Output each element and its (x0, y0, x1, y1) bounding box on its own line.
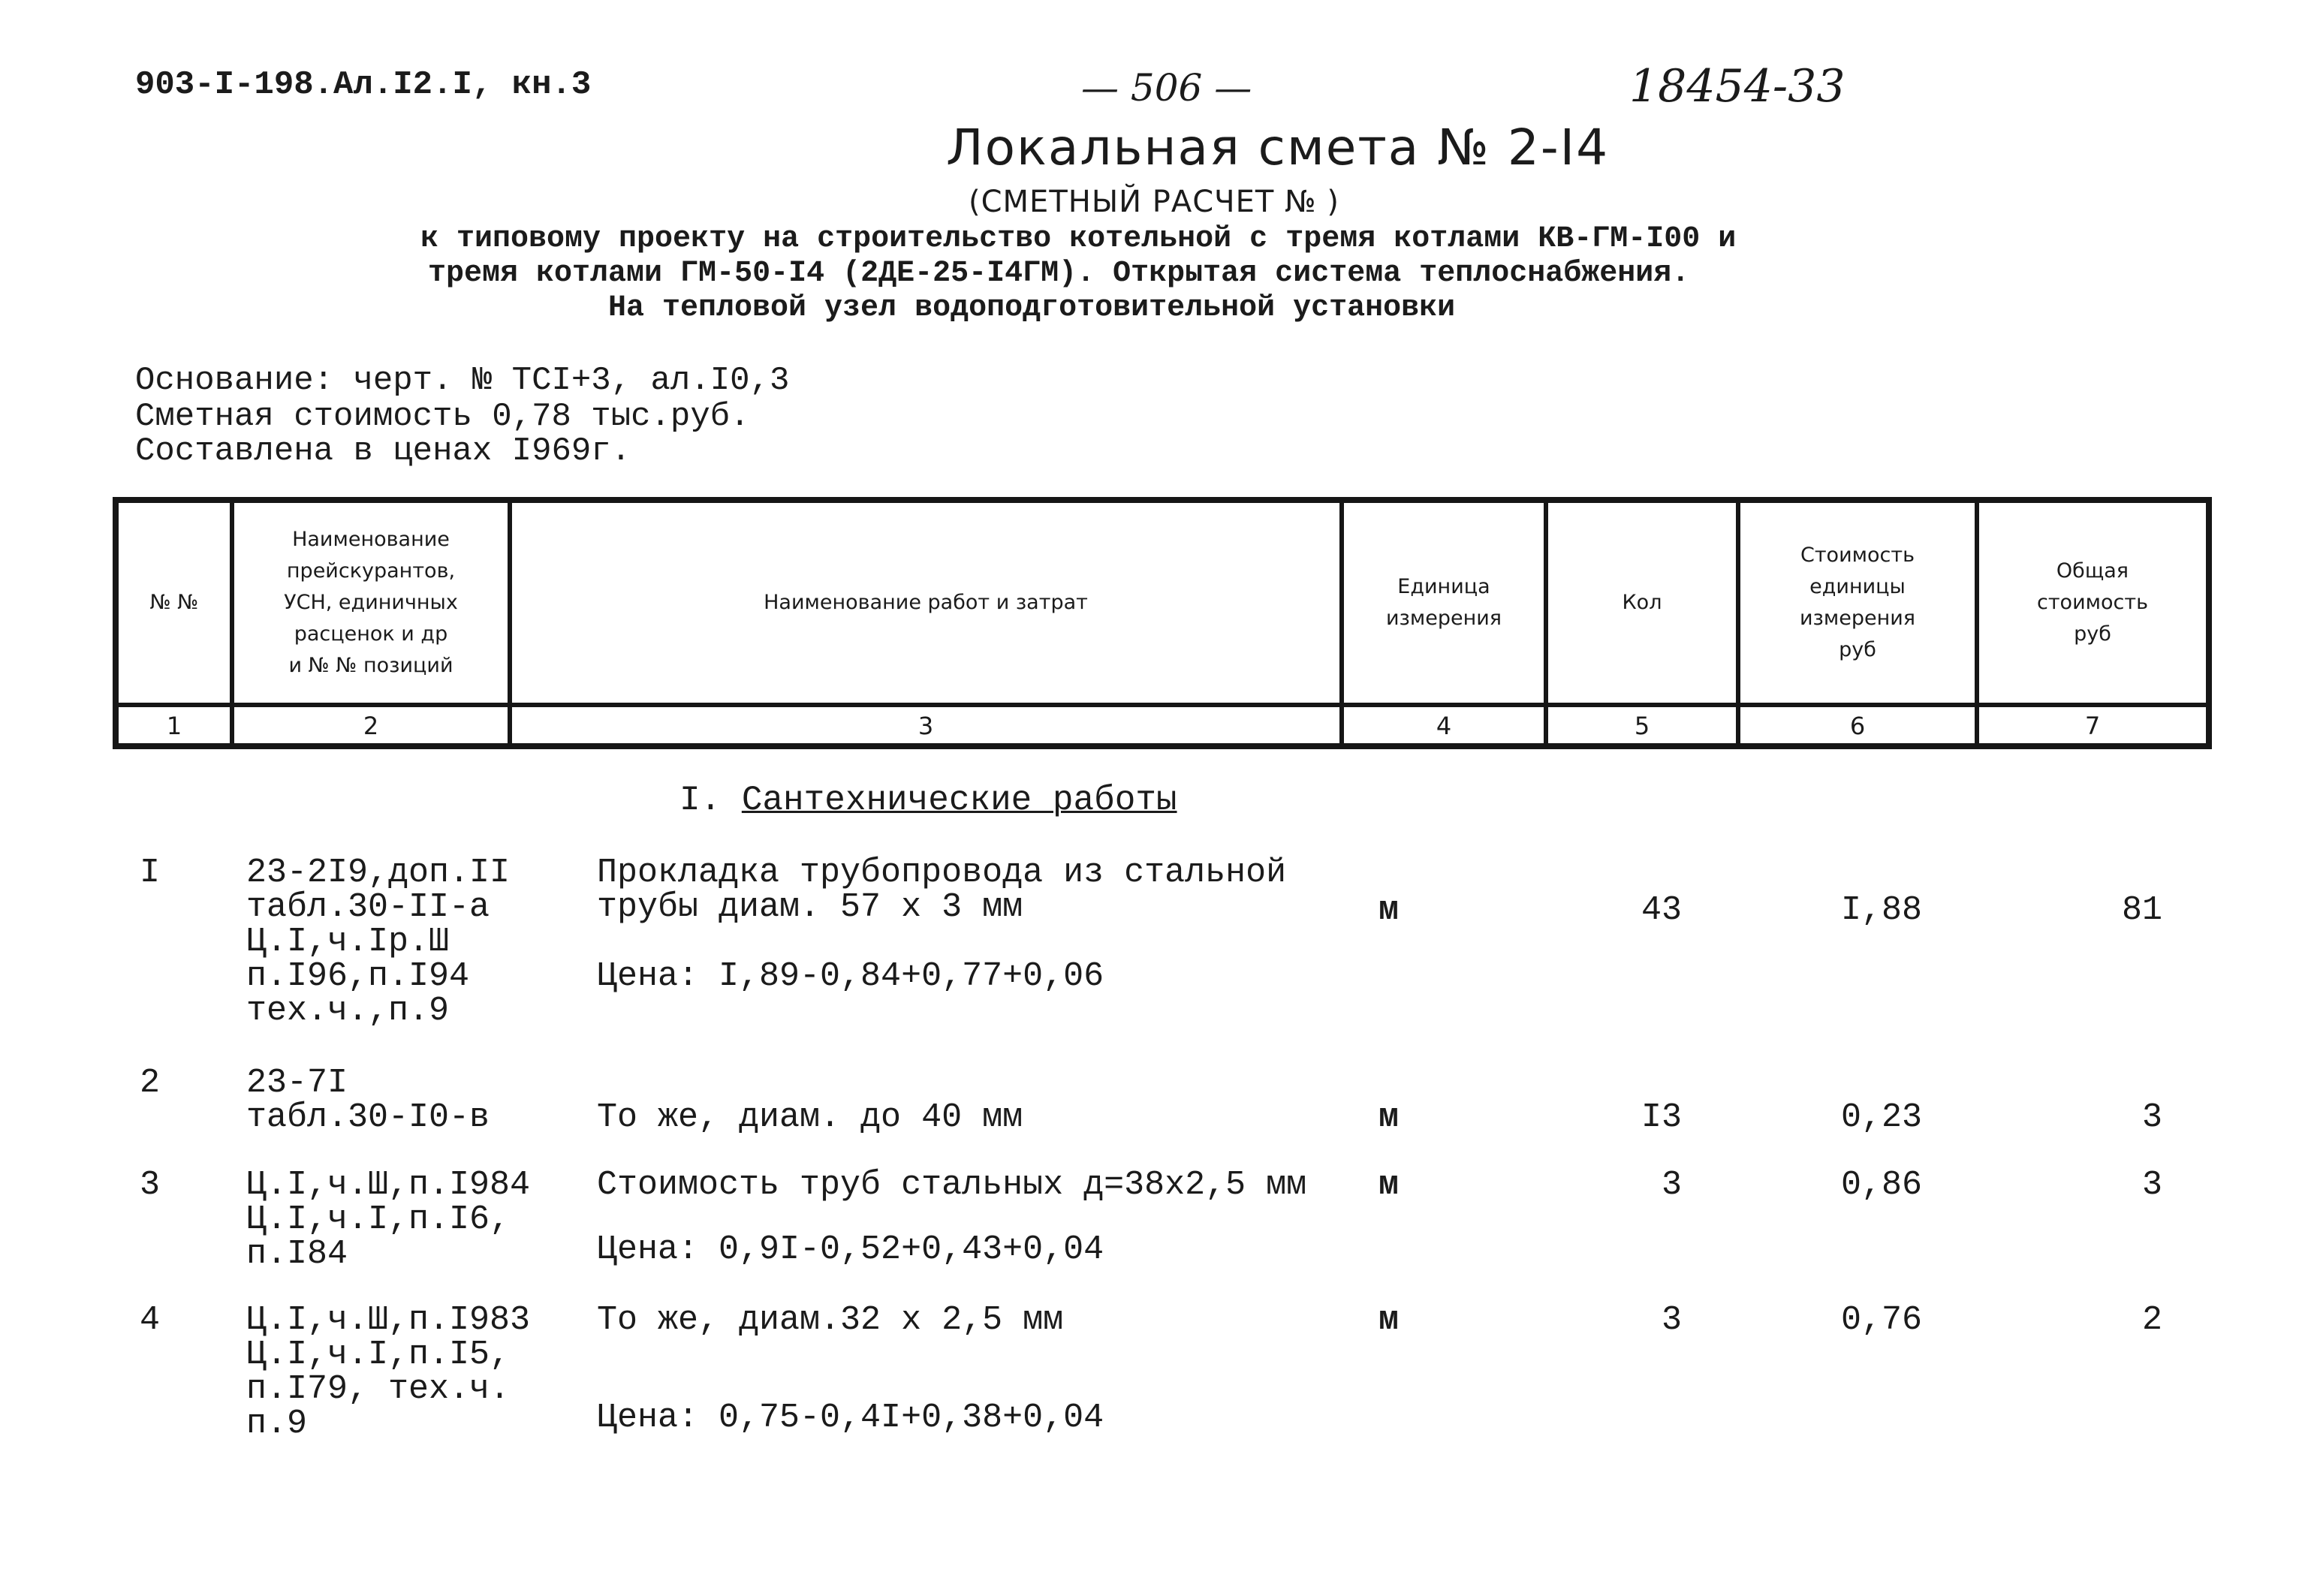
page-title: Локальная смета № 2-I4 (946, 119, 1610, 176)
row-unit-cost: 0,86 (1840, 1166, 1922, 1204)
row-work-name: То же, диам.32 х 2,5 мм (597, 1301, 1064, 1339)
description-line-2: тремя котлами ГМ-50-I4 (2ДЕ-25-I4ГМ). Открытая система теплоснабжения. (428, 257, 1690, 291)
sheet-number: 18454-33 (1629, 60, 1846, 113)
row-work-name: То же, диам. до 40 мм (597, 1098, 1023, 1137)
row-unit-cost: I,88 (1840, 891, 1922, 929)
row-total-cost: 3 (2141, 1166, 2162, 1204)
document-code: 903-I-198.Ал.I2.I, кн.3 (135, 66, 592, 104)
row-total-cost: 2 (2141, 1301, 2162, 1339)
row-number: 2 (140, 1064, 161, 1102)
row-reference: Ц.I,ч.Ш,п.I983 Ц.I,ч.I,п.I5, п.I79, тех.ч. п.9 (246, 1301, 531, 1443)
row-unit: м (1378, 1301, 1400, 1339)
row-unit: м (1378, 1166, 1400, 1204)
row-reference: 23-7I табл.30-I0-в (246, 1064, 490, 1137)
basis-price-year: Составлена в ценах I969г. (135, 432, 631, 470)
basis-drawing: Основание: черт. № ТСI+3, ал.I0,3 (135, 362, 790, 399)
column-number: 6 (1849, 712, 1866, 740)
row-work-name: Прокладка трубопровода из стальной трубы диам. 57 х 3 мм (597, 854, 1287, 926)
row-quantity: 3 (1661, 1301, 1682, 1339)
row-quantity: 3 (1661, 1166, 1682, 1204)
section-number: I. (679, 781, 722, 820)
column-number: 7 (2084, 712, 2101, 740)
column-number: 5 (1634, 712, 1650, 740)
row-unit: м (1378, 891, 1400, 929)
row-number: I (140, 854, 161, 892)
row-total-cost: 81 (2121, 891, 2162, 929)
column-number: 3 (917, 712, 934, 740)
basis-estimated-cost: Сметная стоимость 0,78 тыс.руб. (135, 398, 750, 435)
row-number: 4 (140, 1301, 161, 1339)
row-work-name: Стоимость труб стальных д=38х2,5 мм (597, 1166, 1307, 1204)
section-heading (679, 781, 1177, 820)
header-price-list-ref: Наименование прейскурантов, УСН, единичных расценок и др и № № позиций (284, 528, 458, 677)
header-quantity: Кол (1622, 591, 1662, 615)
section-name: Сантехнические работы (741, 781, 1177, 820)
header-total-cost: Общая стоимость руб (2036, 559, 2148, 646)
row-total-cost: 3 (2141, 1098, 2162, 1137)
row-price-note: Цена: I,89-0,84+0,77+0,06 (597, 957, 1104, 995)
page-subtitle: (СМЕТНЫЙ РАСЧЕТ № ) (969, 185, 1339, 219)
row-quantity: I3 (1641, 1098, 1682, 1137)
row-number: 3 (140, 1166, 161, 1204)
header-number: № № (149, 591, 199, 615)
column-number: 2 (363, 712, 379, 740)
row-price-note: Цена: 0,75-0,4I+0,38+0,04 (597, 1399, 1104, 1437)
row-unit: м (1378, 1098, 1400, 1137)
row-price-note: Цена: 0,9I-0,52+0,43+0,04 (597, 1230, 1104, 1269)
column-number: 1 (166, 712, 182, 740)
row-reference: Ц.I,ч.Ш,п.I984 Ц.I,ч.I,п.I6, п.I84 (246, 1166, 531, 1273)
row-unit-cost: 0,76 (1840, 1301, 1922, 1339)
row-quantity: 43 (1641, 891, 1682, 929)
header-unit-cost: Стоимость единицы измерения руб (1799, 544, 1916, 661)
column-number: 4 (1436, 712, 1452, 740)
row-reference: 23-2I9,доп.II табл.30-II-а Ц.I,ч.Iр.Ш п.I96,п.I94 тех.ч.,п.9 (246, 854, 511, 1030)
description-line-1: к типовому проекту на строительство котельной с тремя котлами КВ-ГМ-I00 и (420, 222, 1737, 256)
header-work-name: Наименование работ и затрат (764, 591, 1088, 615)
header-unit: Единица измерения (1385, 575, 1502, 630)
page-number: — 506 — (1081, 66, 1252, 110)
row-unit-cost: 0,23 (1840, 1098, 1922, 1137)
description-line-3: На тепловой узел водоподготовительной установки (608, 291, 1456, 325)
